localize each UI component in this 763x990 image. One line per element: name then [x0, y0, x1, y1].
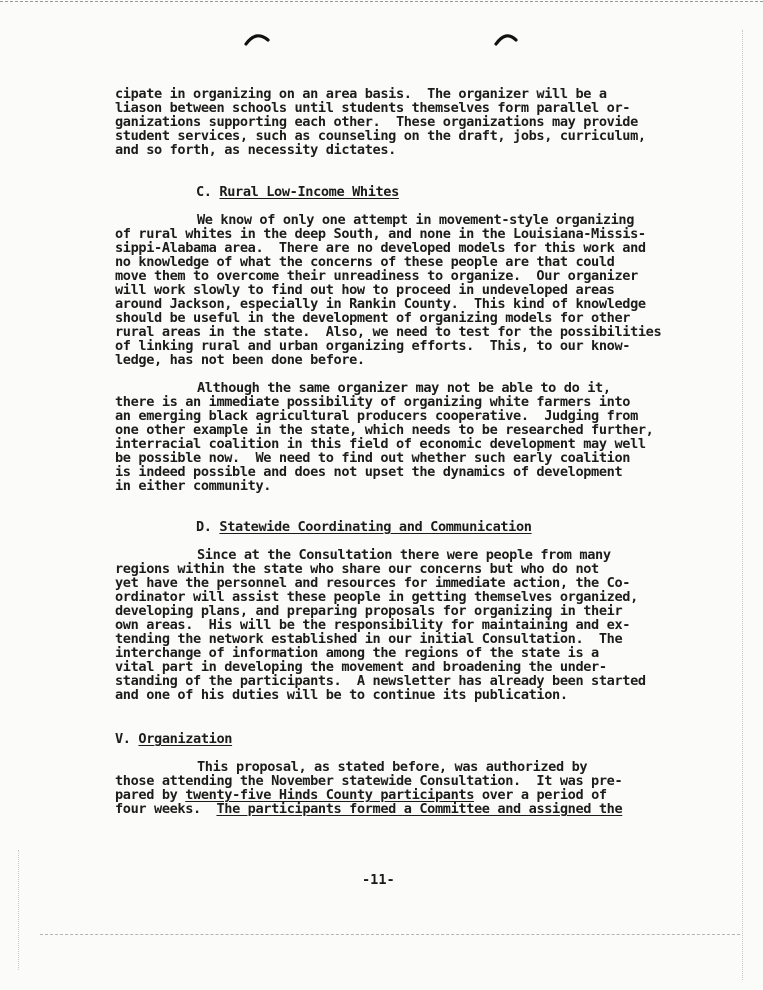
text-line: sippi-Alabama area. There are no developed models for this work and [115, 240, 646, 256]
page-number: -11- [362, 872, 395, 888]
left-edge-line [18, 850, 19, 970]
text-line: those attending the November statewide Consultation. It was pre- [115, 773, 623, 789]
text-line: own areas. His will be the responsibility for maintaining and ex- [115, 617, 631, 633]
text-line: is indeed possible and does not upset the dynamics of development [115, 464, 623, 480]
text-line: be possible now. We need to find out whether such early coalition [115, 450, 631, 466]
text-line: of linking rural and urban organizing efforts. This, to our know- [115, 338, 631, 354]
text-line: standing of the participants. A newsletter has already been started [115, 673, 646, 689]
text-line: pared by twenty-five Hinds County participants over a period of [115, 787, 607, 803]
text-line: liason between schools until students themselves form parallel or- [115, 100, 631, 116]
section-heading: D. Statewide Coordinating and Communication [196, 519, 532, 535]
text-line: student services, such as counseling on the draft, jobs, curriculum, [115, 128, 646, 144]
text-line: developing plans, and preparing proposals for organizing in their [115, 603, 623, 619]
top-edge-line [0, 1, 763, 2]
bottom-edge-line [40, 934, 740, 935]
text-line: cipate in organizing on an area basis. The organizer will be a [115, 86, 607, 102]
right-edge-line [742, 30, 743, 980]
text-line: move them to overcome their unreadiness to organize. Our organizer [115, 268, 638, 284]
text-line: will work slowly to find out how to proceed in undeveloped areas [115, 282, 615, 298]
underlined-phrase: twenty-five Hinds County participants [185, 787, 475, 803]
text-line: This proposal, as stated before, was authorized by [197, 759, 588, 775]
text-line: tending the network established in our initial Consultation. The [115, 631, 623, 647]
text-line: ganizations supporting each other. These organizations may provide [115, 114, 638, 130]
underlined-phrase: The participants formed a Committee and assigned the [216, 801, 623, 817]
text-line: ledge, has not been done before. [115, 352, 365, 368]
section-heading: C. Rural Low-Income Whites [196, 184, 399, 200]
text-line: ordinator will assist these people in getting themselves organized, [115, 589, 638, 605]
text-line: around Jackson, especially in Rankin County. This kind of knowledge [115, 296, 646, 312]
text-line: of rural whites in the deep South, and none in the Louisiana-Missis- [115, 226, 646, 242]
text-line: and one of his duties will be to continue its publication. [115, 687, 568, 703]
text-line: and so forth, as necessity dictates. [115, 142, 396, 158]
text-line: an emerging black agricultural producers cooperative. Judging from [115, 408, 638, 424]
text-line: in either community. [115, 478, 272, 494]
text-line: interchange of information among the regions of the state is a [115, 645, 599, 661]
text-line: regions within the state who share our concerns but who do not [115, 561, 599, 577]
text-line: Although the same organizer may not be able to do it, [197, 380, 611, 396]
text-line: Since at the Consultation there were people from many [197, 547, 611, 563]
text-line: rural areas in the state. Also, we need to test for the possibilities [115, 324, 662, 340]
text-line: vital part in developing the movement and broadening the under- [115, 659, 607, 675]
text-line: We know of only one attempt in movement-style organizing [197, 212, 635, 228]
text-line: there is an immediate possibility of organizing white farmers into [115, 394, 631, 410]
text-line: four weeks. The participants formed a Committee and assigned the [115, 801, 623, 817]
text-line: yet have the personnel and resources for immediate action, the Co- [115, 575, 631, 591]
text-line: should be useful in the development of organizing models for other [115, 310, 631, 326]
text-line: no knowledge of what the concerns of these people are that could [115, 254, 615, 270]
section-heading: V. Organization [115, 731, 233, 747]
text-line: interracial coalition in this field of economic development may well [115, 436, 646, 452]
text-line: one other example in the state, which needs to be researched further, [115, 422, 654, 438]
punch-hole-marks [240, 28, 540, 52]
